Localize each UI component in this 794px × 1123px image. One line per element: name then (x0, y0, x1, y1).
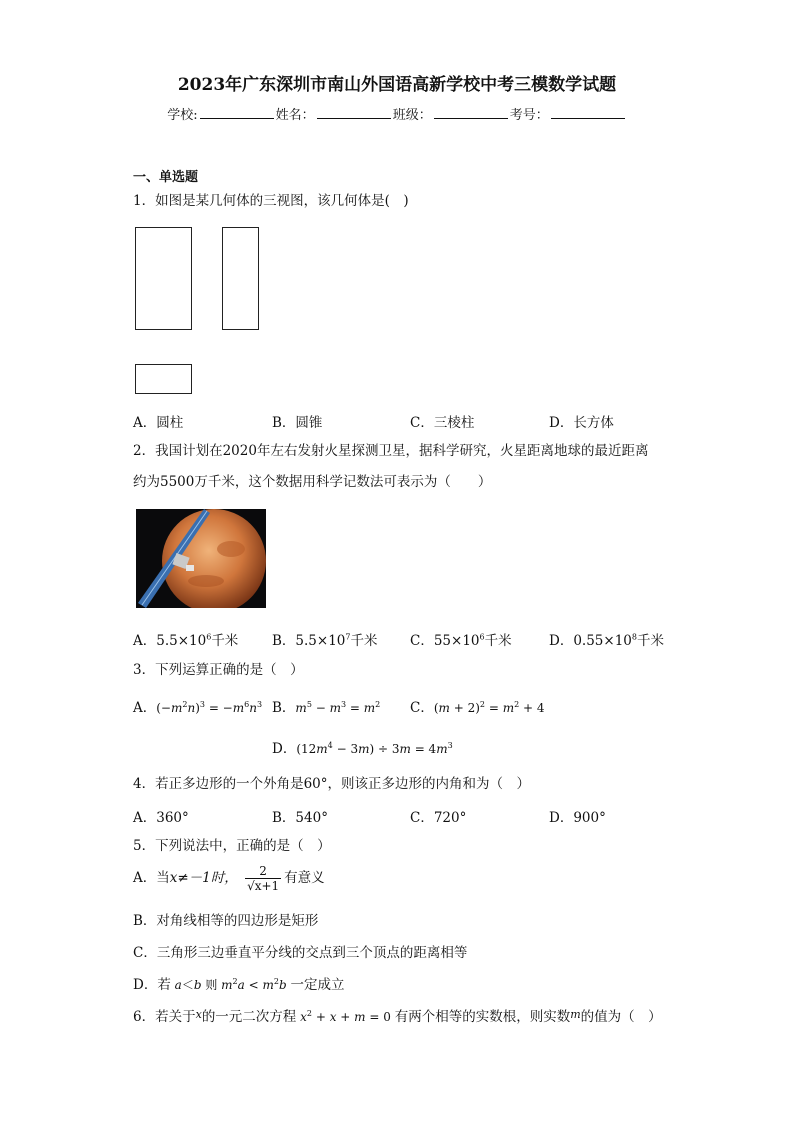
class-label: 班级： (392, 108, 432, 123)
question-5-stem: 5．下列说法中，正确的是（ ） (133, 838, 331, 854)
id-blank (551, 107, 625, 119)
q3-option-c: C．$(m + 2)^2 = m^2 + 4$ (410, 700, 545, 716)
school-blank (200, 107, 274, 119)
page-title: 2023年广东深圳市南山外国语高新学校中考三模数学试题 (177, 75, 617, 95)
q4-option-c: C．720° (410, 810, 467, 826)
student-info-line (0, 104, 794, 123)
question-2-line-1: 2．我国计划在2020年左右发射火星探测卫星，据科学研究，火星距离地球的最近距离 (133, 443, 649, 459)
front-view-rectangle (135, 227, 192, 330)
q2-option-a: A．$5.5\times 10^6$千米 (133, 632, 239, 649)
q5-option-a: A．当x≠－1时， $\frac{2}{√x+1}$ 有意义 (133, 864, 325, 893)
q5-option-b: B．对角线相等的四边形是矩形 (133, 913, 319, 929)
school-label: 学校: (167, 108, 198, 123)
q3-option-a: A．$(-m^2n)^3 = -m^6n^3$ (133, 700, 263, 716)
q4-option-d: D．900° (549, 810, 606, 826)
q4-option-b: B．540° (272, 810, 328, 826)
q1-option-d: D．长方体 (549, 415, 614, 431)
q2-option-d: D．$0.55\times 10^8$千米 (549, 632, 664, 649)
q2-option-b: B．$5.5\times 10^7$千米 (272, 632, 378, 649)
name-label: 姓名： (275, 108, 315, 123)
question-2-line-2: 约为5500万千米，这个数据用科学记数法可表示为（ ） (133, 474, 492, 490)
q3-option-d: D．$(12m^4 - 3m) \div 3m = 4m^3$ (272, 741, 453, 757)
fraction: $\frac{2}{√x+1}$ (247, 864, 280, 893)
q2-option-c: C．$55\times 10^6$千米 (410, 632, 512, 649)
q3-option-b: B．$m^5 - m^3 = m^2$ (272, 700, 381, 716)
question-4-stem: 4．若正多边形的一个外角是60°，则该正多边形的内角和为（ ） (133, 776, 531, 792)
question-3-stem: 3．下列运算正确的是（ ） (133, 662, 304, 678)
mars-satellite-image (136, 509, 266, 608)
class-blank (434, 107, 508, 119)
q1-option-b: B．圆锥 (272, 415, 323, 431)
section-heading: 一、单选题 (133, 170, 199, 185)
q1-option-a: A．圆柱 (133, 415, 184, 431)
name-blank (317, 107, 391, 119)
id-label: 考号： (509, 108, 549, 123)
question-6-stem: 6．若关于$^x$的一元二次方程 $x^2 + x + m = 0$ 有两个相等的实数根，则实数$^m$的值为（ ） (133, 1008, 662, 1025)
top-view-rectangle (135, 364, 192, 394)
question-1-stem: 1．如图是某几何体的三视图，该几何体是( ) (133, 193, 409, 209)
q5-option-c: C．三角形三边垂直平分线的交点到三个顶点的距离相等 (133, 945, 468, 961)
q4-option-a: A．360° (133, 810, 189, 826)
side-view-rectangle (222, 227, 259, 330)
q5-option-d: D．若 a＜b 则 $m^2a < m^2b$ 一定成立 (133, 977, 345, 993)
q1-option-c: C．三棱柱 (410, 415, 475, 431)
